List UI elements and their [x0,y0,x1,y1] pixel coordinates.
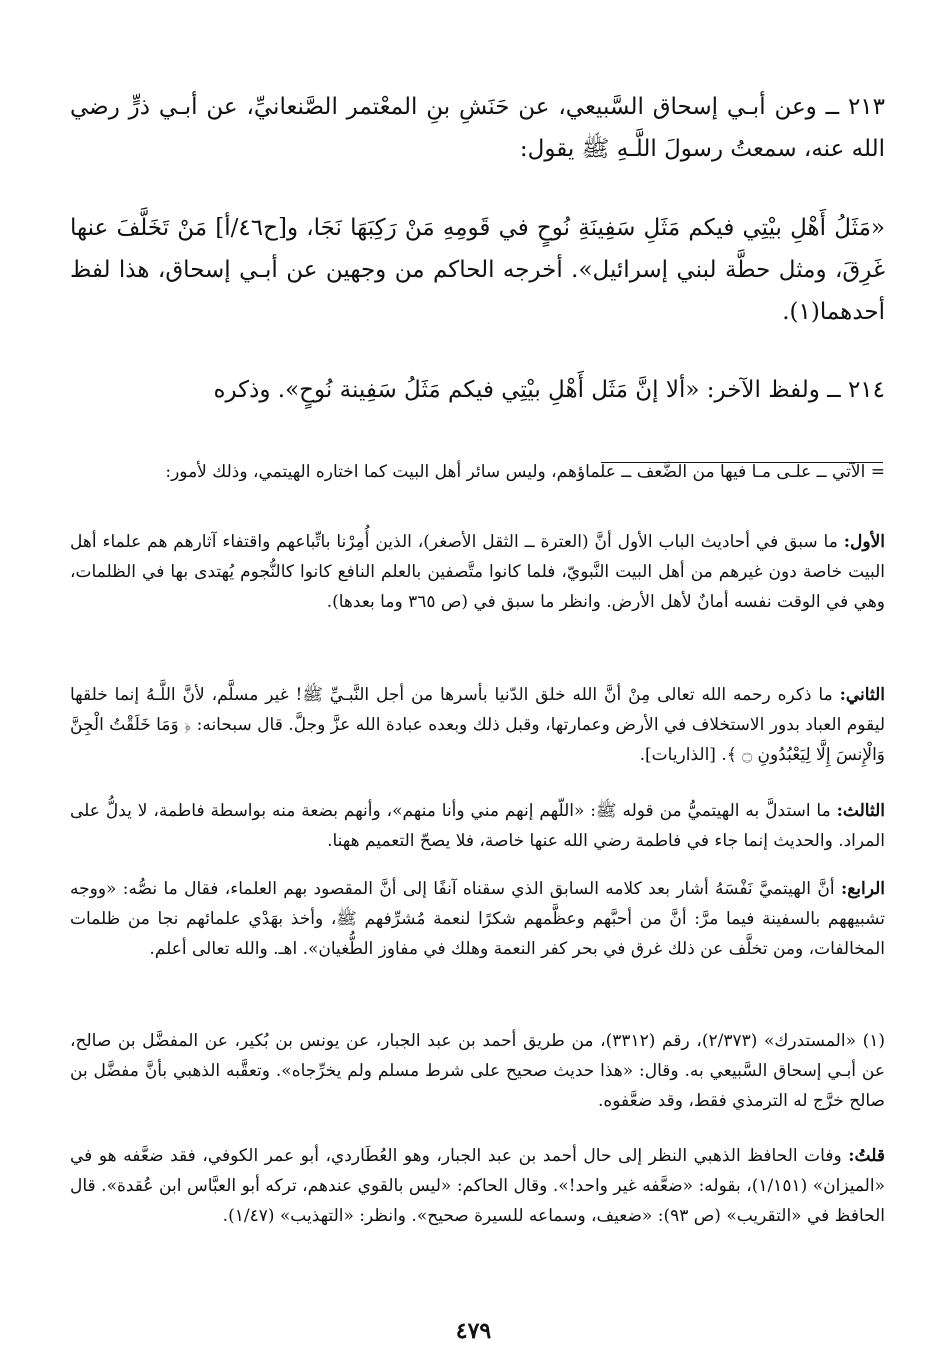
note-fourth-text: أنَّ الهيتميَّ نَفْسَهُ أشار بعد كلامه السابق الذي سقناه آنفًا إلى أنَّ المقصود بهم العلماء، فقال ما نصُّه: «ووجه تشبيههم بالسفينة فيما مرَّ: أنَّ من أحبَّهم وعظَّمهم شكرًا لنعمة مُشرِّفهم ﷺ، وأخذ بهَدْي علمائهم نجا من ظلمات المخالفات، ومن تخلَّف عن ذلك غرق في بحر كفر النعمة وهلك في مفاوز الطُّغيان». اهـ. والله تعالى أعلم. [70,879,885,959]
note-first [70,527,885,617]
hadith-213-text: «مَثَلُ أَهْلِ بيْتِي فيكم مَثَلِ سَفِينَةِ نُوحٍ في قَومِهِ مَنْ رَكِبَهَا نَجَا، و[ح٤٦/أ] مَنْ تَخَلَّفَ عنها غَرِقَ، ومثل حطَّة لبني إسرائيل». أخرجه الحاكم من وجهين عن أبـي إسحاق، هذا لفظ أحدهما(١). [70,215,885,325]
note-first-text: ما سبق في أحاديث الباب الأول أنَّ (العترة ــ الثقل الأصغر)، الذين أُمِرْنا باتِّباعهم واقتفاء آثارهم هم علماء أهل البيت خاصة دون غيرهم من أهل البيت النَّبويّ، فلما كانوا متَّصفين بالعلم النافع كانوا كالنُّجوم يُهتدى بها في الظلمات، وهي في الوقت نفسه أمانٌ لأهل الأرض. وانظر ما سبق في (ص ٣٦٥ وما بعدها). [70,532,885,612]
note-second-lead: الثاني: [839,685,885,705]
remark-text: وفات الحافظ الذهبي النظر إلى حال أحمد بن عبد الجبار، وهو العُطَاردي، أبو عمر الكوفي، فقد ضعَّفه هو في «الميزان» (١/١٥١)، بقوله: «ضعَّفه غير واحد!». وقال الحاكم: «ليس بالقوي عندهم، تركه أبو العبَّاس ابن عُقدة». قال الحافظ في «التقريب» (ص ٩٣): «ضعيف، وسماعه للسيرة صحيح». وانظر: «التهذيب» (١/٤٧). [70,1146,885,1226]
note-third-lead: الثالث: [836,801,885,821]
hadith-213-intro: ٢١٣ ــ وعن أبـي إسحاق السَّبيعي، عن حَنَشِ بنِ المعْتمر الصَّنعانيِّ، عن أبـي ذرٍّ رضي الله عنه، سمعتُ رسولَ اللَّـهِ ﷺ يقول: [70,94,885,162]
note-third-text: ما استدلَّ به الهيتميُّ من قوله ﷺ: «اللّهم إنهم مني وأنا منهم»، وأنهم بضعة منه بواسطة فاطمة، لا يدلُّ على المراد. والحديث إنما جاء في فاطمة رضي الله عنها خاصة، فلا يصحّ التعميم ههنا. [70,801,885,851]
note-first-lead: الأول: [843,532,885,552]
page-number: ٤٧٩ [455,1318,492,1344]
note-third [70,796,885,856]
note-second [70,680,885,770]
note-fourth [70,874,885,964]
note-second-text: ما ذكره رحمه الله تعالى مِنْ أنَّ الله خلق الدّنيا بأسرها من أجل النَّبـيِّ ﷺ! غير مسلَّم، لأنَّ اللَّـهُ إنما خلقها ليقوم العباد بدور الاستخلاف في الأرض وعمارتها، وقبل ذلك وبعده عبادة الله عزَّ وجلَّ. قال سبحانه: ﴿ وَمَا خَلَقْتُ الْجِنَّ وَالْإِنسَ إِلَّا لِيَعْبُدُونِ ۝ ﴾. [الذاريات]. [70,685,885,765]
remark-lead: قلتُ: [848,1146,885,1166]
remark-paragraph [70,1141,885,1231]
note-fourth-lead: الرابع: [840,879,885,899]
footnote-1: (١) «المستدرك» (٢/٣٧٣)، رقم (٣٣١٢)، من طريق أحمد بن عبد الجبار، عن يونس بن بُكير، عن المفضَّل بن صالح، عن أبـي إسحاق السَّبيعي به. وقال: «هذا حديث صحيح على شرط مسلم ولم يخرِّجاه». وتعقَّبه الذهبي بأنَّ مفضَّل بن صالح خرَّج له الترمذي فقط، وقد ضعَّفوه. [70,1031,886,1111]
hadith-214-start: ٢١٤ ــ ولفظ الآخر: «ألا إنَّ مَثَل أَهْلِ بيْتِي فيكم مَثَلُ سَفِينة نُوحٍ». وذكره [213,377,885,403]
footnote-continuation: = الآتي ــ علـى مـا فيها من الضَّعف ــ علماؤهم، وليس سائر أهل البيت كما اختاره الهيتمي، وذلك لأمور: [165,462,885,482]
